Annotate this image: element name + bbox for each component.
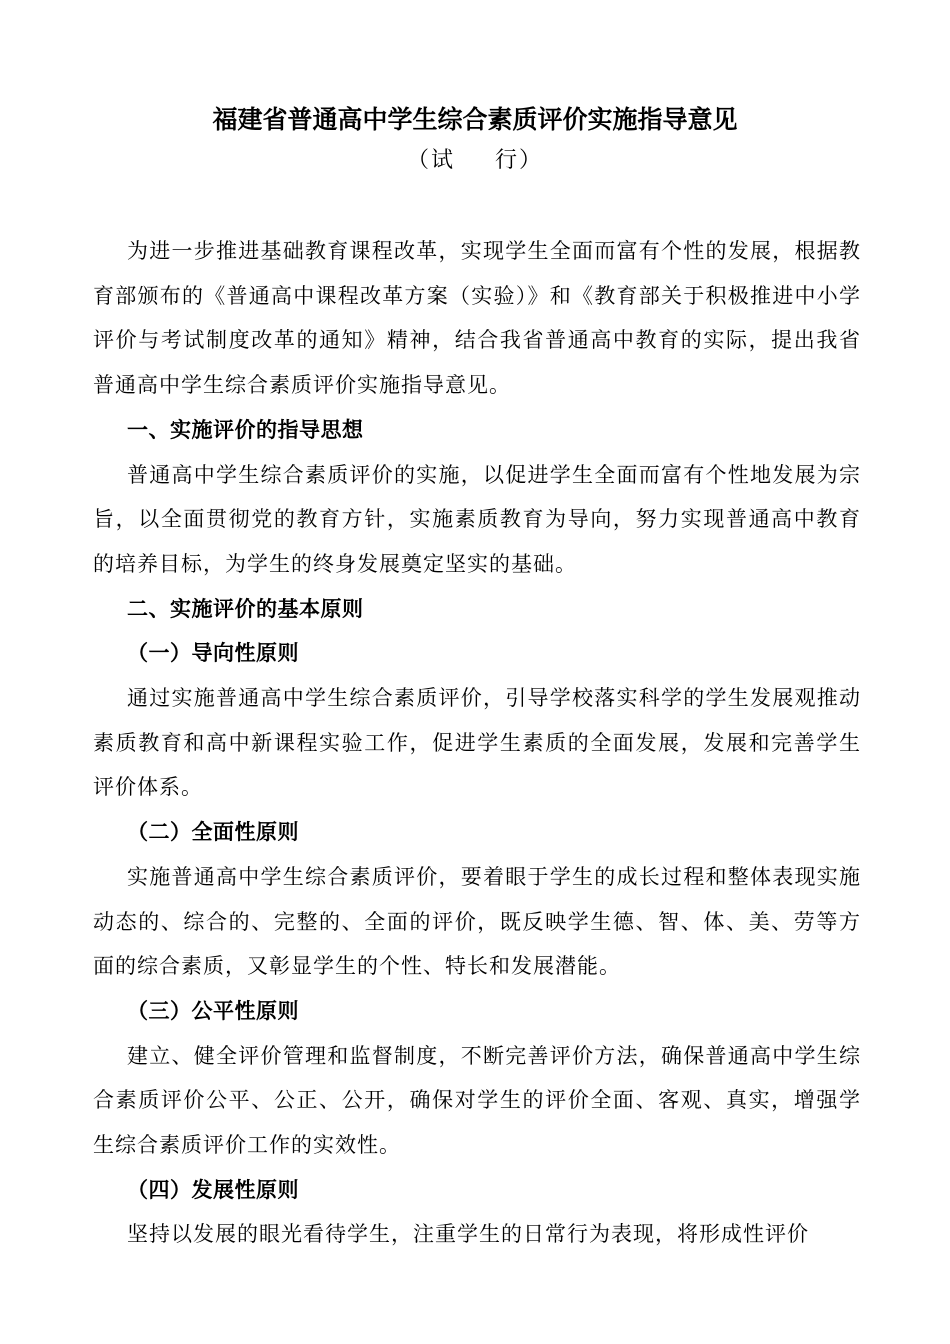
principle-heading-development: （四）发展性原则 — [127, 1177, 299, 1202]
document-title: 福建省普通高中学生综合素质评价实施指导意见 — [212, 105, 738, 134]
document-body — [93, 229, 861, 1257]
principle-heading-fairness: （三）公平性原则 — [127, 998, 299, 1023]
principle-heading-orientation: （一）导向性原则 — [127, 641, 299, 666]
subtitle-left: （试 — [406, 148, 455, 173]
principle-paragraph-comprehensiveness: 实施普通高中学生综合素质评价，要着眼于学生的成长过程和整体表现实施动态的、综合的、完整的、全面的评价，既反映学生德、智、体、美、劳等方面的综合素质，又彰显学生的个性、特长和发展潜能。 — [93, 864, 861, 979]
document-subtitle — [0, 144, 950, 178]
principle-heading-comprehensiveness: （二）全面性原则 — [127, 820, 299, 845]
intro-paragraph: 为进一步推进基础教育课程改革，实现学生全面而富有个性的发展，根据教育部颁布的《普通高中课程改革方案（实验）》和《教育部关于积极推进中小学评价与考试制度改革的通知》精神，结合我省普通高中教育的实际，提出我省普通高中学生综合素质评价实施指导意见。 — [93, 239, 861, 398]
section-heading-guiding-ideology: 一、实施评价的指导思想 — [127, 417, 364, 442]
section-paragraph-guiding-ideology: 普通高中学生综合素质评价的实施，以促进学生全面而富有个性地发展为宗旨，以全面贯彻党的教育方针，实施素质教育为导向，努力实现普通高中教育的培养目标，为学生的终身发展奠定坚实的基础。 — [93, 462, 861, 576]
principle-paragraph-development: 坚持以发展的眼光看待学生，注重学生的日常行为表现，将形成性评价 — [127, 1222, 809, 1247]
principle-paragraph-fairness: 建立、健全评价管理和监督制度，不断完善评价方法，确保普通高中学生综合素质评价公平、公正、公开，确保对学生的评价全面、客观、真实，增强学生综合素质评价工作的实效性。 — [93, 1043, 861, 1158]
principle-paragraph-orientation: 通过实施普通高中学生综合素质评价，引导学校落实科学的学生发展观推动素质教育和高中新课程实验工作，促进学生素质的全面发展，发展和完善学生评价体系。 — [93, 686, 861, 800]
section-heading-basic-principles: 二、实施评价的基本原则 — [127, 596, 364, 621]
subtitle-right: 行） — [495, 148, 544, 173]
